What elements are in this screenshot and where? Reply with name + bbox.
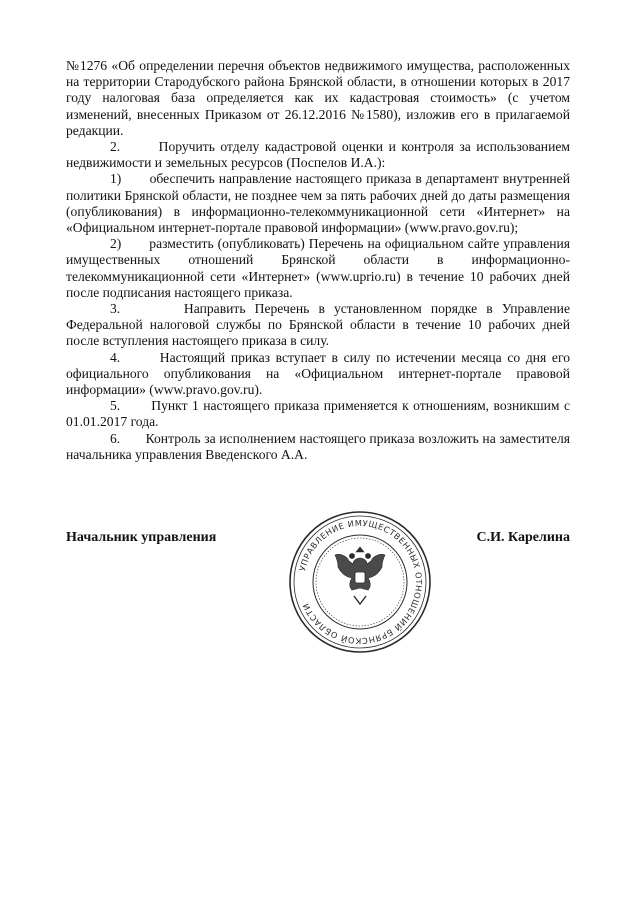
official-seal [282, 508, 438, 656]
document-body [66, 58, 570, 463]
paragraph-item-6: 6. Контроль за исполнением настоящего приказа возложить на заместителя начальника управления Введенского А.А. [66, 430, 570, 462]
eagle-emblem-icon [335, 547, 385, 604]
paragraph-subitem-1: 1) обеспечить направление настоящего приказа в департамент внутренней политики Брянской области, не позднее чем за пять рабочих дней до даты размещения (опубликования) в информационно-телекоммуникационной сети «Интернет» на «Официальном интернет-портале правовой информации» (www.pravo.gov.ru); [66, 171, 570, 236]
signatory-name: С.И. Карелина [476, 530, 570, 545]
paragraph-item-4: 4. Настоящий приказ вступает в силу по истечении месяца со дня его официального опубликования на «Официальном интернет-портале правовой информации» (www.pravo.gov.ru). [66, 349, 570, 398]
paragraph-item-5: 5. Пункт 1 настоящего приказа применяется к отношениям, возникшим с 01.01.2017 года. [66, 398, 570, 430]
paragraph-0: №1276 «Об определении перечня объектов недвижимого имущества, расположенных на территории Стародубского района Брянской области, в отношении которых в 2017 году налоговая база определяется как их кадастровая стоимость» (с учетом изменений, внесенных Приказом от 26.12.2016 №1580), изложив его в прилагаемой редакции. [66, 58, 570, 138]
signatory-position: Начальник управления [66, 530, 217, 545]
paragraph-subitem-2: 2) разместить (опубликовать) Перечень на официальном сайте управления имущественных отношений Брянской области в информационно-телекоммуникационной сети «Интернет» (www.uprio.ru) в течение 10 рабочих дней после подписания настоящего приказа. [66, 236, 570, 300]
paragraph-item-2: 2. Поручить отделу кадастровой оценки и контроля за использованием недвижимости и земельных ресурсов (Поспелов И.А.): [66, 139, 570, 171]
paragraph-item-3: 3. Направить Перечень в установленном порядке в Управление Федеральной налоговой службы по Брянской области в течение 10 рабочих дней после вступления настоящего приказа в силу. [66, 301, 570, 349]
seal-ring-textpath: УПРАВЛЕНИЕ ИМУЩЕСТВЕННЫХ ОТНОШЕНИЙ БРЯНСКОЙ ОБЛАСТИ [297, 517, 425, 647]
